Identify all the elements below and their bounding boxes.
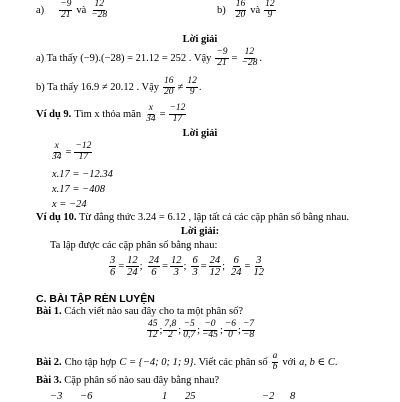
partial-numerator: −3 bbox=[50, 391, 63, 402]
numerator: −9 bbox=[60, 0, 72, 9]
fraction bbox=[230, 255, 243, 278]
equals-sign: = bbox=[231, 52, 238, 64]
exercise-8-part-b bbox=[217, 0, 277, 21]
fraction bbox=[170, 255, 183, 278]
part-label: b) bbox=[217, 4, 226, 16]
denominator: 0 bbox=[228, 329, 233, 340]
denominator: −28 bbox=[241, 57, 258, 68]
exercise-3 bbox=[36, 375, 219, 386]
fraction bbox=[235, 0, 247, 21]
example-10 bbox=[36, 212, 349, 223]
denominator: 21 bbox=[61, 9, 71, 20]
numerator: −5 bbox=[183, 319, 195, 329]
numerator: 3 bbox=[110, 255, 116, 266]
solution-text: a) Ta thấy (−9).(−28) = 21.12 = 252 . Vậy bbox=[36, 52, 212, 64]
conjunction: và bbox=[76, 4, 87, 16]
numerator: −12 bbox=[75, 141, 92, 151]
exercise-text: Cặp phân số nào sau đây bằng nhau? bbox=[64, 375, 220, 386]
numerator: 3 bbox=[256, 255, 262, 266]
numerator: −7 bbox=[242, 319, 255, 329]
numerator: 12 bbox=[127, 255, 138, 266]
exercise-label: Bài 1. bbox=[36, 306, 62, 317]
denominator: 34 bbox=[146, 113, 156, 124]
example-text: Từ đẳng thức 3.24 = 6.12 , lập tất cả các cặp phân số bằng nhau. bbox=[79, 212, 350, 223]
denominator: 12 bbox=[253, 267, 264, 279]
denominator: 0,7 bbox=[183, 329, 196, 340]
solution-9-line-1 bbox=[50, 142, 93, 163]
period: . bbox=[334, 356, 338, 368]
fraction bbox=[169, 104, 187, 125]
denominator: −28 bbox=[91, 9, 108, 20]
numerator: 12 bbox=[244, 47, 255, 57]
partial-numerator: 8 bbox=[290, 391, 296, 402]
denominator: 34 bbox=[52, 151, 62, 162]
exercise-1 bbox=[36, 306, 243, 317]
numerator: 12 bbox=[94, 0, 104, 9]
denominator: 12 bbox=[209, 267, 221, 279]
numerator: 6 bbox=[192, 255, 198, 266]
denominator: 6 bbox=[151, 267, 157, 279]
fraction bbox=[240, 48, 258, 69]
period: . bbox=[259, 52, 263, 64]
exercise-8-part-a bbox=[36, 0, 109, 21]
exercise-label: Bài 3. bbox=[36, 375, 62, 386]
solution-heading: Lời giải bbox=[182, 128, 218, 139]
numerator: 12 bbox=[265, 0, 275, 9]
denominator: 3 bbox=[173, 267, 179, 279]
fraction bbox=[109, 255, 116, 278]
conjunction: và bbox=[250, 4, 261, 16]
fraction bbox=[147, 320, 159, 341]
solution-9-line-3: x.17 = −408 bbox=[52, 184, 105, 195]
fraction bbox=[215, 48, 228, 69]
numerator: 12 bbox=[171, 255, 182, 266]
denominator: −8 bbox=[242, 329, 255, 340]
denominator: 17 bbox=[78, 151, 89, 162]
fraction bbox=[163, 77, 175, 98]
exercise-1-options: $\frac{45}{12}$ ; $\frac{7,8}{2}$ ; $\frac{-5}{0,7}$ ; $\frac{-0}{-45}$ ; $\frac{-6}{0}$ ; $\frac{-7}{-8}$ bbox=[148, 319, 255, 340]
numerator: a bbox=[272, 351, 278, 361]
fraction bbox=[272, 352, 279, 373]
partial-numerator: −2 bbox=[262, 391, 275, 402]
denominator: 17 bbox=[172, 113, 183, 124]
numerator: 16 bbox=[235, 0, 246, 9]
numerator: −6 bbox=[224, 319, 237, 329]
numerator: 6 bbox=[233, 255, 239, 266]
fraction bbox=[145, 104, 157, 125]
solution-8-a bbox=[36, 48, 262, 69]
example-9 bbox=[36, 104, 187, 125]
numerator: −9 bbox=[216, 47, 228, 57]
fraction bbox=[201, 320, 219, 341]
denominator: 6 bbox=[110, 267, 116, 279]
numerator: 24 bbox=[209, 255, 221, 266]
numerator: −0 bbox=[204, 319, 216, 329]
denominator: 12 bbox=[148, 329, 158, 340]
condition-expression: a, b ∈ C bbox=[299, 357, 335, 369]
denominator: 20 bbox=[235, 9, 246, 20]
exercise-label: Bài 2. bbox=[36, 356, 62, 368]
fraction bbox=[74, 142, 92, 163]
exercise-text: Cách viết nào sau đây cho ta một phân số? bbox=[64, 306, 244, 317]
exercise-text: Cho tập hợp bbox=[64, 356, 117, 368]
solution-heading: Lời giải: bbox=[180, 226, 220, 237]
fraction bbox=[191, 255, 198, 278]
numerator: −12 bbox=[169, 103, 186, 113]
denominator: 24 bbox=[127, 267, 138, 279]
fraction bbox=[252, 255, 265, 278]
numerator: 16 bbox=[164, 76, 174, 86]
example-label: Ví dụ 10. bbox=[36, 212, 77, 223]
numerator: x bbox=[148, 103, 153, 113]
set-expression: C = {−4; 0; 1; 9} bbox=[119, 356, 194, 368]
solution-8-b bbox=[36, 77, 201, 98]
part-label: a) bbox=[36, 4, 45, 16]
fraction bbox=[126, 255, 139, 278]
fraction bbox=[148, 255, 161, 278]
partial-numerator: 1 bbox=[162, 391, 168, 402]
equals-sign: = bbox=[159, 108, 166, 120]
fraction bbox=[224, 320, 237, 341]
fraction bbox=[182, 320, 196, 341]
fraction bbox=[51, 142, 63, 163]
fraction bbox=[90, 0, 108, 21]
fraction bbox=[264, 0, 276, 21]
solution-text: b) Ta thấy 16.9 ≠ 20.12 . Vậy bbox=[36, 81, 160, 93]
partial-numerator: 25 bbox=[185, 391, 196, 402]
period: . bbox=[198, 81, 202, 93]
denominator: 20 bbox=[164, 86, 174, 97]
exercise-text: với bbox=[282, 356, 297, 368]
exercise-text: . Viết các phân số bbox=[193, 356, 268, 368]
fraction-pairs: $\frac{3}{6}$ = $\frac{12}{24}$ ; $\frac{24}{6}$ = $\frac{12}{3}$ ; $\frac{6}{3}$ = $\frac{24}{12}$ ; $\frac{6}{24}$ = $\frac{3}{12}$ bbox=[110, 255, 264, 279]
equals-sign: = bbox=[65, 146, 72, 158]
partial-numerator: −6 bbox=[80, 391, 93, 402]
fraction bbox=[242, 320, 255, 341]
denominator: 3 bbox=[192, 267, 198, 279]
numerator: 24 bbox=[148, 255, 160, 266]
example-label: Ví dụ 9. bbox=[36, 108, 72, 120]
not-equal-sign: ≠ bbox=[177, 81, 184, 93]
numerator: 7,8 bbox=[164, 319, 177, 329]
denominator: 21 bbox=[217, 57, 227, 68]
solution-10-intro: Ta lập được các cặp phân số bằng nhau: bbox=[50, 240, 218, 251]
section-heading: C. BÀI TẬP RÈN LUYỆN bbox=[36, 293, 155, 305]
denominator: 24 bbox=[231, 267, 242, 279]
numerator: 12 bbox=[187, 76, 197, 86]
numerator: x bbox=[54, 141, 59, 151]
fraction bbox=[186, 77, 198, 98]
fraction bbox=[59, 0, 72, 21]
fraction bbox=[163, 320, 177, 341]
example-text: Tìm x thỏa mãn bbox=[74, 108, 142, 120]
exercise-2 bbox=[36, 352, 338, 373]
numerator: 45 bbox=[148, 319, 158, 329]
solution-heading: Lời giải bbox=[182, 34, 218, 45]
denominator: 2 bbox=[167, 329, 173, 340]
denominator: b bbox=[272, 361, 278, 372]
fraction bbox=[209, 255, 222, 278]
solution-9-line-4: x = −24 bbox=[52, 199, 87, 210]
solution-9-line-2: x.17 = −12.34 bbox=[52, 169, 113, 180]
denominator: 9 bbox=[267, 9, 273, 20]
denominator: −45 bbox=[202, 329, 218, 340]
denominator: 9 bbox=[189, 86, 195, 97]
